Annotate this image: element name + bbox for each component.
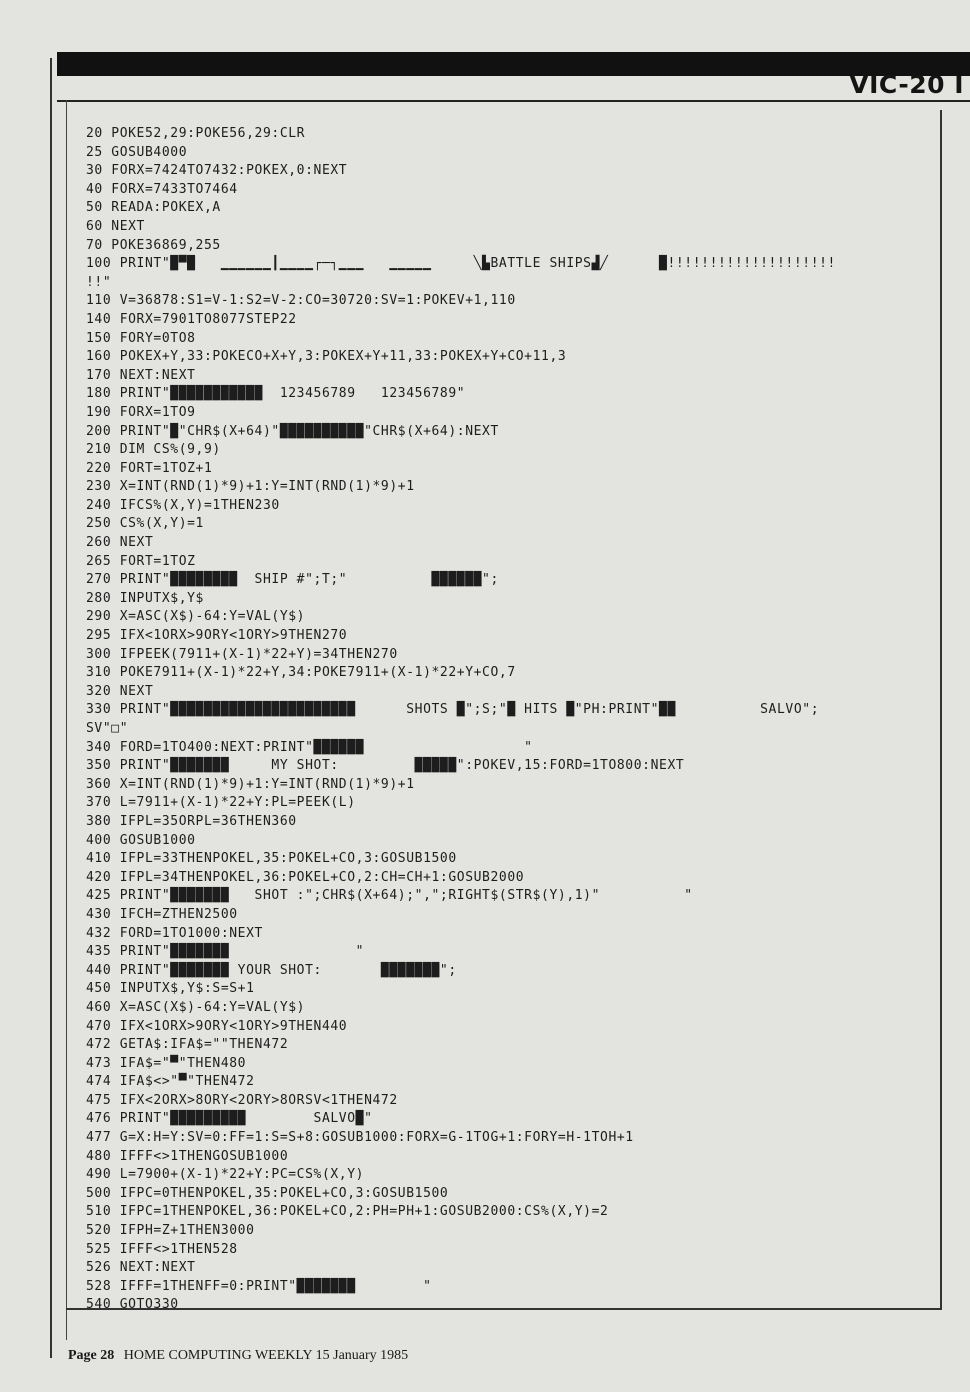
code-line: 210 DIM CS%(9,9) — [86, 442, 221, 458]
code-line: 420 IFPL=34THENPOKEL,36:POKEL+CO,2:CH=CH+1:GOSUB2000 — [86, 869, 525, 885]
code-line: 450 INPUTX$,Y$:S=S+1 — [86, 981, 255, 997]
code-line: 520 IFPH=Z+1THEN3000 — [86, 1223, 255, 1239]
publication-credit: HOME COMPUTING WEEKLY 15 January 1985 — [123, 1348, 409, 1363]
code-line: 220 FORT=1TOZ+1 — [86, 460, 213, 476]
code-line: 400 GOSUB1000 — [86, 832, 196, 848]
code-line: 25 GOSUB4000 — [86, 144, 188, 160]
code-line: 476 PRINT"█████████ SALVO█" — [86, 1111, 373, 1127]
code-line: 300 IFPEEK(7911+(X-1)*22+Y)=34THEN270 — [86, 646, 398, 662]
code-line: 474 IFA$<>"▀"THEN472 — [86, 1074, 255, 1090]
code-line: 480 IFFF<>1THENGOSUB1000 — [86, 1148, 289, 1164]
code-line: 30 FORX=7424TO7432:POKEX,0:NEXT — [86, 163, 348, 179]
code-line: 470 IFX<1ORX>9ORY<1ORY>9THEN440 — [86, 1018, 348, 1034]
code-line: 410 IFPL=33THENPOKEL,35:POKEL+CO,3:GOSUB1500 — [86, 851, 457, 867]
code-line: 490 L=7900+(X-1)*22+Y:PC=CS%(X,Y) — [86, 1167, 365, 1183]
code-line: 170 NEXT:NEXT — [86, 367, 196, 383]
code-line: 260 NEXT — [86, 535, 154, 551]
code-line: 526 NEXT:NEXT — [86, 1260, 196, 1276]
code-line: 460 X=ASC(X$)-64:Y=VAL(Y$) — [86, 999, 306, 1015]
code-line: 270 PRINT"████████ SHIP #";T;" ██████"; — [86, 572, 499, 588]
code-line: SV"□" — [86, 721, 129, 736]
code-line: 528 IFFF=1THENFF=0:PRINT"███████ " — [86, 1278, 432, 1294]
code-line: 310 POKE7911+(X-1)*22+Y,34:POKE7911+(X-1)*22+Y+CO,7 — [86, 665, 516, 681]
code-line: 350 PRINT"███████ MY SHOT: █████":POKEV,15:FORD=1TO800:NEXT — [86, 758, 685, 774]
code-line: 190 FORX=1TO9 — [86, 404, 196, 420]
code-line: 500 IFPC=0THENPOKEL,35:POKEL+CO,3:GOSUB1500 — [86, 1185, 449, 1201]
page-number: Page 28 — [68, 1348, 115, 1363]
code-line: 200 PRINT"█"CHR$(X+64)"██████████"CHR$(X+64):NEXT — [86, 423, 499, 439]
program-listing — [86, 125, 936, 1315]
code-line: 525 IFFF<>1THEN528 — [86, 1241, 238, 1257]
code-line: 477 G=X:H=Y:SV=0:FF=1:S=S+8:GOSUB1000:FORX=G-1TOG+1:FORY=H-1TOH+1 — [86, 1130, 634, 1146]
code-line: 430 IFCH=ZTHEN2500 — [86, 906, 238, 922]
code-line: 473 IFA$="▀"THEN480 — [86, 1055, 247, 1071]
top-black-bar — [57, 52, 970, 76]
code-line: 475 IFX<2ORX>8ORY<2ORY>8ORSV<1THEN472 — [86, 1092, 398, 1108]
code-line: 380 IFPL=35ORPL=36THEN360 — [86, 813, 297, 829]
code-line: 50 READA:POKEX,A — [86, 200, 221, 216]
code-line: 100 PRINT"█▀█ ▁▁▁▁▁▁┃▁▁▁▁┌─┐▁▁▁ ▁▁▁▁▁ ╲▙BATTLE SHIPS▟╱ █!!!!!!!!!!!!!!!!!!!! — [86, 256, 836, 272]
code-line: 290 X=ASC(X$)-64:Y=VAL(Y$) — [86, 609, 306, 625]
header-rule — [57, 100, 970, 102]
code-line: 20 POKE52,29:POKE56,29:CLR — [86, 126, 306, 141]
code-line: 330 PRINT"██████████████████████ SHOTS █";S;"█ HITS █"PH:PRINT"██ SALVO"; — [86, 702, 820, 718]
code-line: 40 FORX=7433TO7464 — [86, 181, 238, 197]
code-line: 320 NEXT — [86, 683, 154, 699]
code-line: 370 L=7911+(X-1)*22+Y:PL=PEEK(L) — [86, 795, 356, 811]
code-line: 425 PRINT"███████ SHOT :";CHR$(X+64);",";RIGHT$(STR$(Y),1)" " — [86, 888, 693, 904]
code-line: 60 NEXT — [86, 218, 145, 234]
code-line: 140 FORX=7901TO8077STEP22 — [86, 311, 297, 327]
code-line: 432 FORD=1TO1000:NEXT — [86, 925, 263, 941]
code-line: 540 GOTO330 — [86, 1297, 179, 1313]
page-frame-left — [50, 58, 52, 1358]
code-line: 295 IFX<1ORX>9ORY<1ORY>9THEN270 — [86, 628, 348, 644]
page-footer — [68, 1348, 408, 1364]
code-line: 230 X=INT(RND(1)*9)+1:Y=INT(RND(1)*9)+1 — [86, 479, 415, 495]
code-line: 250 CS%(X,Y)=1 — [86, 516, 204, 532]
code-line: 435 PRINT"███████ " — [86, 944, 365, 960]
code-line: 472 GETA$:IFA$=""THEN472 — [86, 1037, 289, 1053]
code-line: 160 POKEX+Y,33:POKECO+X+Y,3:POKEX+Y+11,33:POKEX+Y+CO+11,3 — [86, 349, 567, 365]
code-line: 280 INPUTX$,Y$ — [86, 590, 204, 606]
section-label: VIC-20 I — [849, 70, 964, 99]
code-line: 340 FORD=1TO400:NEXT:PRINT"██████ " — [86, 739, 533, 755]
code-line: 265 FORT=1TOZ — [86, 553, 196, 569]
code-line: 70 POKE36869,255 — [86, 237, 221, 253]
code-line: 360 X=INT(RND(1)*9)+1:Y=INT(RND(1)*9)+1 — [86, 776, 415, 792]
code-line: 510 IFPC=1THENPOKEL,36:POKEL+CO,2:PH=PH+1:GOSUB2000:CS%(X,Y)=2 — [86, 1204, 609, 1220]
code-line: 180 PRINT"███████████ 123456789 123456789" — [86, 386, 466, 402]
code-line: 150 FORY=0TO8 — [86, 330, 196, 346]
code-line: 110 V=36878:S1=V-1:S2=V-2:CO=30720:SV=1:POKEV+1,110 — [86, 293, 516, 309]
code-line: !!" — [86, 274, 112, 290]
code-line: 240 IFCS%(X,Y)=1THEN230 — [86, 497, 280, 513]
code-line: 440 PRINT"███████ YOUR SHOT: ███████"; — [86, 962, 457, 978]
